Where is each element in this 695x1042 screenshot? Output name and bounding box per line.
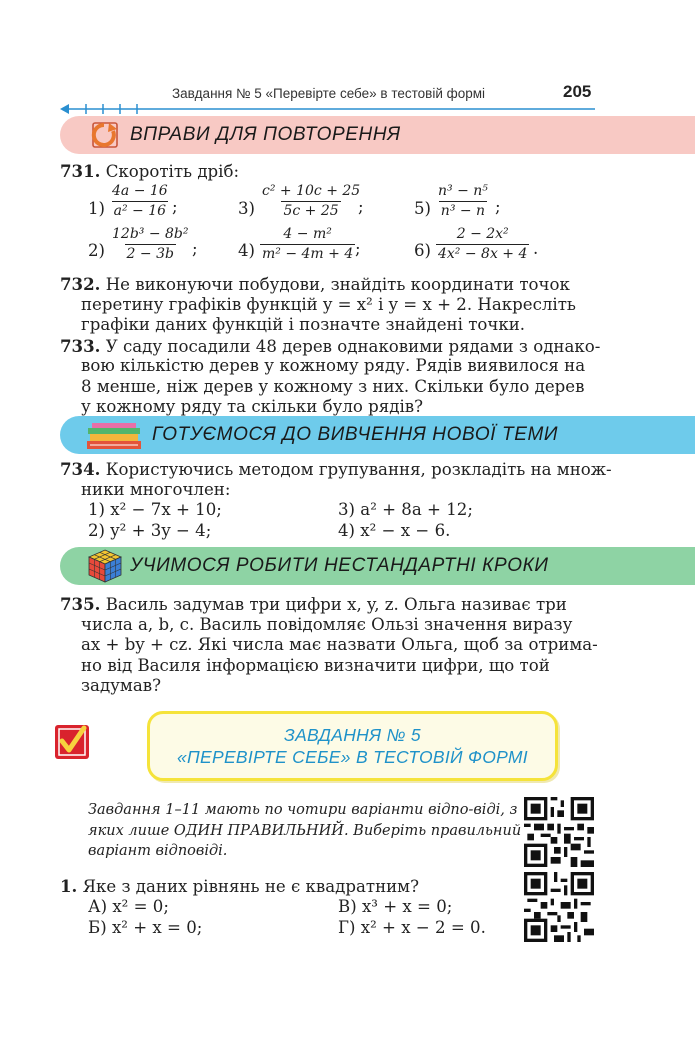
answer-option-v[interactable]: В) x³ + x = 0; [338,897,453,916]
exercise-number: 735. [60,594,101,614]
section-title-review: ВПРАВИ ДЛЯ ПОВТОРЕННЯ [130,124,401,145]
exercise-733-line: вою кількістю дерев у кожному ряду. Рядів виявилося на [81,356,586,375]
denominator: m² − 4m + 4 [262,246,354,262]
section-title-prepare: ГОТУЄМОСЯ ДО ВИВЧЕННЯ НОВОЇ ТЕМИ [152,424,559,445]
exercise-number: 733. [60,335,101,356]
numerator: 4a − 16 [112,183,168,199]
fraction [260,226,355,263]
exercise-text: Користуючись методом групування, розкладіть на множ- [100,460,612,479]
denominator: a² − 16 [113,203,167,219]
running-title: Завдання № 5 «Перевірте себе» в тестовій формі [172,86,486,101]
qr-code-icon [524,872,594,942]
exercise-731-heading [60,161,239,183]
polynomial-item: 2) y² + 3y − 4; [88,520,212,540]
answer-option-a[interactable]: А) x² = 0; [88,897,169,916]
polynomial-item: 3) a² + 8a + 12; [338,500,473,519]
item-label: 4) [238,241,256,260]
item-label: 6) [414,241,432,260]
exercise-number: 734. [60,459,101,479]
denominator: 2 − 3b [126,246,174,262]
item-label: 3) [238,199,256,218]
exercise-735-line: но від Василя інформацією визначити цифри, що той [81,655,550,675]
item-end: ; [192,239,198,258]
item-end: . [533,239,539,258]
item-label: 2) [88,241,106,260]
fraction [436,226,529,263]
denominator: 4x² − 8x + 4 [438,246,528,262]
exercise-number: 731. [60,161,101,181]
header-ruler [60,103,595,115]
denominator: n³ − n [440,203,486,219]
item-end: ; [495,197,501,216]
exercise-733-line [60,336,600,358]
test-instructions: Завдання 1–11 мають по чотири варіанти відпо-віді, з яких лише ОДИН ПРАВИЛЬНИЙ. Виберіть правильний варіант відповіді. [88,802,522,859]
item-end: ; [358,197,364,216]
review-icon [87,119,121,151]
exercise-732-line: графіки даних функцій і позначте знайдені точки. [81,315,526,334]
answer-option-b[interactable]: Б) x² + x = 0; [88,918,203,937]
exercise-732-line [60,274,570,296]
qr-code-icon [524,797,594,867]
test-title-box [147,711,558,781]
numerator: 4 − m² [283,226,332,242]
exercise-733-line: у кожному ряду та скільки було рядів? [81,397,424,416]
exercise-733-line: 8 менше, ніж дерев у кожному з них. Скільки було дерев [81,376,585,396]
test-title-line2: «ПЕРЕВІРТЕ СЕБЕ» В ТЕСТОВІЙ ФОРМІ [177,747,528,767]
numerator: c² + 10c + 25 [262,183,361,199]
polynomial-item: 4) x² − x − 6. [338,520,451,540]
numerator: n³ − n⁵ [438,183,488,199]
question-1 [60,876,419,898]
item-label: 1) [88,199,106,218]
fraction [110,226,191,263]
exercise-text: Не виконуючи побудови, знайдіть координати точок [100,275,570,294]
exercise-735-line: ax + by + cz. Які числа має назвати Ольга, щоб за отрима- [81,635,598,654]
test-title-line1: ЗАВДАННЯ № 5 [284,725,421,745]
exercise-number: 732. [60,274,101,294]
exercise-734-line [60,459,612,481]
exercise-text: Скоротіть дріб: [100,162,240,181]
answer-option-g[interactable]: Г) x² + x − 2 = 0. [338,918,486,937]
fraction [110,183,170,220]
question-text: Яке з даних рівнянь не є квадратним? [77,877,419,896]
item-label: 5) [414,199,432,218]
section-band-prepare [60,416,695,454]
checkmark-icon [54,724,90,760]
numerator: 2 − 2x² [456,226,509,242]
books-icon [85,421,143,451]
section-band-nonstandard [60,547,695,585]
polynomial-item: 1) x² − 7x + 10; [88,500,222,519]
exercise-text: У саду посадили 48 дерев однаковими рядами з однако- [100,336,601,356]
fraction [436,183,490,220]
exercise-735-line [60,594,567,616]
denominator: 5c + 25 [283,203,339,219]
exercise-text: Василь задумав три цифри x, y, z. Ольга називає три [100,595,567,614]
fraction [260,183,362,220]
exercise-734-line: ники многочлен: [81,479,231,499]
item-end: ; [355,239,361,258]
section-title-nonstandard: УЧИМОСЯ РОБИТИ НЕСТАНДАРТНІ КРОКИ [130,555,549,576]
exercise-735-line: числа a, b, c. Василь повідомляє Ользі значення виразу [81,614,573,634]
rubik-cube-icon [87,549,123,583]
exercise-732-line: перетину графіків функцій y = x² і y = x + 2. Накресліть [81,294,576,314]
question-number: 1. [60,876,78,896]
exercise-735-line: задумав? [81,676,161,695]
item-end: ; [172,197,178,216]
section-band-review [60,116,695,154]
page-number: 205 [563,82,592,101]
numerator: 12b³ − 8b² [112,226,189,242]
